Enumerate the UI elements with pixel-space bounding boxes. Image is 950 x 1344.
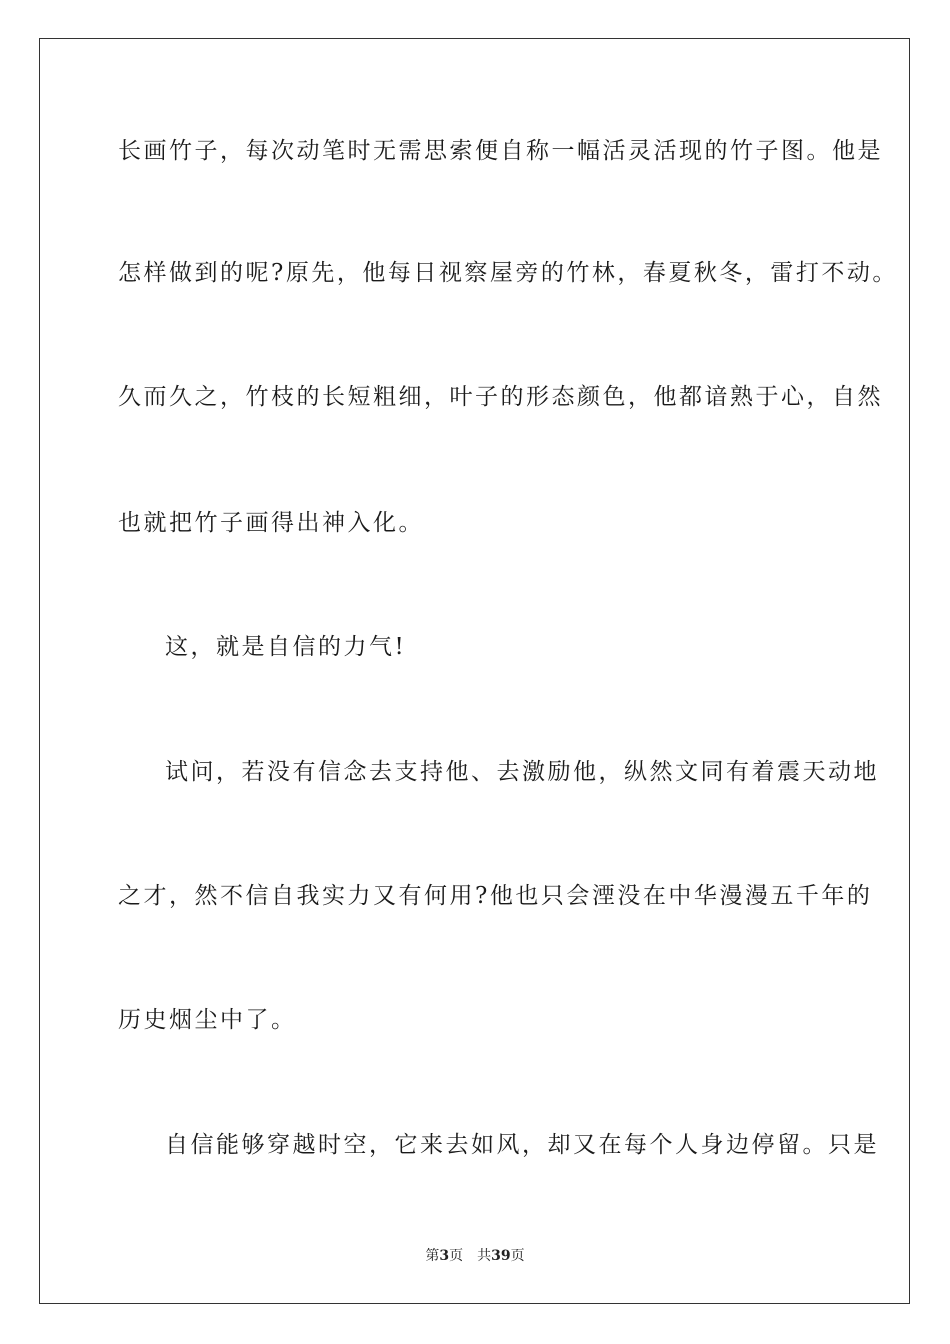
body-line-3: 久而久之，竹枝的长短粗细，叶子的形态颜色，他都谙熟于心，自然 — [118, 384, 883, 410]
body-line-9: 自信能够穿越时空，它来去如风，却又在每个人身边停留。只是 — [165, 1132, 879, 1158]
page-footer — [0, 1246, 950, 1266]
total-pages: 39 — [491, 1248, 511, 1264]
body-line-5: 这，就是自信的力气! — [165, 634, 407, 660]
page-prefix: 第 — [425, 1248, 440, 1264]
page-number: 3 — [439, 1248, 450, 1264]
body-line-1: 长画竹子，每次动笔时无需思索便自称一幅活灵活现的竹子图。他是 — [118, 138, 883, 164]
page-border — [39, 38, 910, 1304]
body-line-8: 历史烟尘中了。 — [118, 1007, 297, 1033]
body-line-6: 试问，若没有信念去支持他、去激励他，纵然文同有着震天动地 — [165, 759, 879, 785]
body-line-7: 之才，然不信自我实力又有何用?他也只会湮没在中华漫漫五千年的 — [118, 883, 873, 909]
page-suffix: 页 — [449, 1248, 464, 1264]
total-prefix: 共 — [477, 1248, 492, 1264]
body-line-4: 也就把竹子画得出神入化。 — [118, 510, 424, 536]
body-line-2: 怎样做到的呢?原先，他每日视察屋旁的竹林，春夏秋冬，雷打不动。 — [118, 260, 898, 286]
total-suffix: 页 — [510, 1248, 525, 1264]
